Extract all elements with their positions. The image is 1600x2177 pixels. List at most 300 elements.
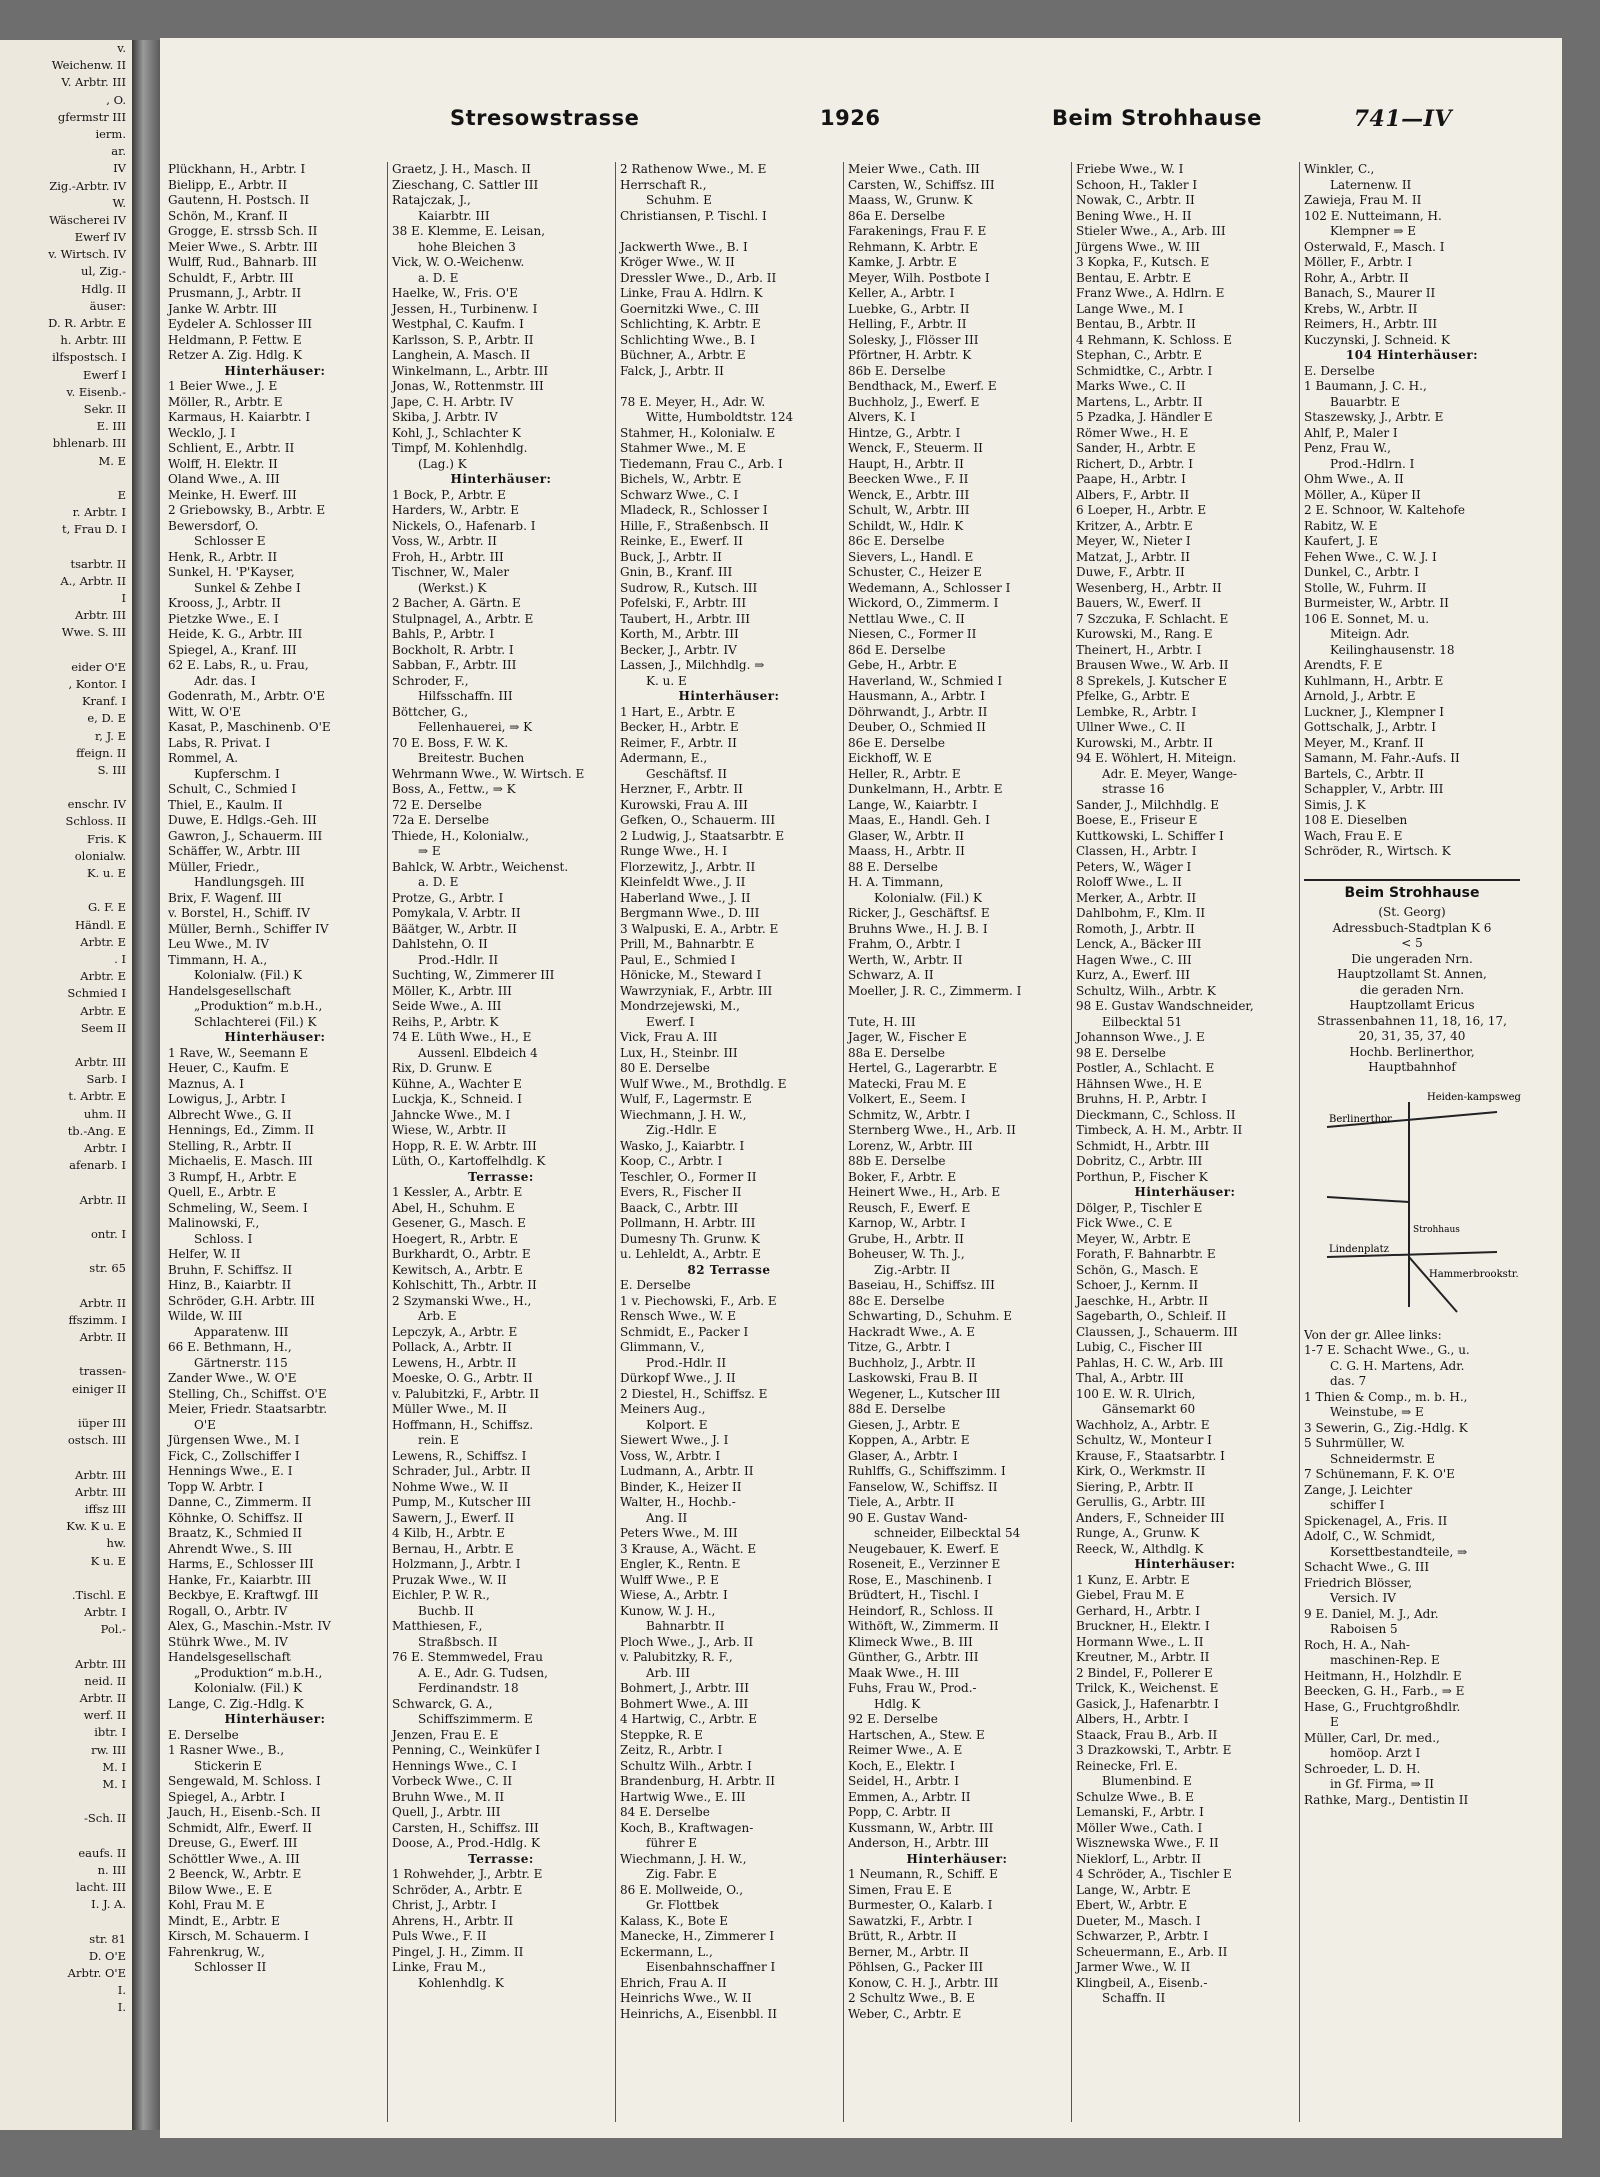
- prev-page-line: I. J. A.: [91, 1897, 126, 1912]
- directory-entry: 1 Rohwehder, J., Arbtr. E: [392, 1867, 543, 1881]
- directory-entry: Meyer, M., Kranf. II: [1304, 735, 1424, 750]
- directory-entry: Rabitz, W. E: [1304, 518, 1378, 533]
- prev-page-line: Arbtr. II: [79, 1192, 126, 1207]
- directory-entry: Aussenl. Elbdeich 4: [418, 1045, 538, 1060]
- directory-entry: u. Lehleldt, A., Arbtr. E: [620, 1247, 761, 1261]
- directory-entry: Wulff Wwe., P. E: [620, 1572, 719, 1587]
- directory-entry: Sudrow, R., Kutsch. III: [620, 580, 758, 595]
- directory-entry: Maznus, A. I: [168, 1076, 245, 1091]
- directory-entry: 98 E. Derselbe: [1076, 1045, 1166, 1060]
- directory-entry: 66 E. Bethmann, H.,: [168, 1340, 292, 1354]
- directory-entry: 88c E. Derselbe: [848, 1293, 945, 1308]
- prev-page-line: Arbtr. III: [75, 1656, 126, 1671]
- directory-entry: Runge, A., Grunw. K: [1076, 1526, 1200, 1540]
- prev-page-line: [0, 1209, 132, 1226]
- directory-entry: Roloff Wwe., L. II: [1076, 875, 1182, 889]
- directory-entry: Kussmann, W., Arbtr. III: [848, 1820, 994, 1835]
- directory-entry: Stephan, C., Arbtr. E: [1076, 348, 1202, 362]
- prev-page-line: [0, 1174, 132, 1191]
- directory-entry: Kirk, O., Werkmstr. II: [1076, 1464, 1206, 1478]
- directory-entry: Roch, H. A., Nah-: [1304, 1637, 1410, 1652]
- directory-entry: Wiechmann, J. H. W.,: [620, 1851, 747, 1866]
- directory-entry: Sagebarth, O., Schleif. II: [1076, 1309, 1227, 1323]
- prev-page-line: A., Arbtr. II: [60, 573, 126, 588]
- directory-entry: Ullner Wwe., C. II: [1076, 720, 1186, 734]
- directory-entry: Lange, W., Kaiarbtr. I: [848, 797, 978, 812]
- prev-page-line: äuser:: [89, 298, 126, 313]
- prev-page-line: Schloss. II: [65, 814, 126, 829]
- directory-entry: Reeck, W., Althdlg. K: [1076, 1541, 1204, 1556]
- directory-entry: Wenck, E., Arbtr. III: [848, 487, 970, 502]
- directory-entry: 1 Neumann, R., Schiff. E: [848, 1867, 998, 1881]
- directory-entry: Langhein, A. Masch. II: [392, 348, 531, 362]
- directory-entry: (Lag.) K: [418, 456, 467, 471]
- directory-entry: Lange, C. Zig.-Hdlg. K: [168, 1696, 304, 1711]
- directory-entry: Haberland Wwe., J. II: [620, 890, 751, 905]
- directory-entry: Schwarting, D., Schuhm. E: [848, 1309, 1013, 1323]
- directory-entry: Krause, F., Staatsarbtr. I: [1076, 1448, 1225, 1463]
- directory-entry: Bentau, B., Arbtr. II: [1076, 317, 1196, 331]
- directory-entry: Wisznewska Wwe., F. II: [1076, 1836, 1219, 1850]
- directory-entry: Dürkopf Wwe., J. II: [620, 1371, 736, 1385]
- directory-entry: in Gf. Firma, ⇒ II: [1330, 1777, 1435, 1791]
- directory-entry: 4 Hartwig, C., Arbtr. E: [620, 1712, 757, 1726]
- directory-entry: Harders, W., Arbtr. E: [392, 503, 520, 517]
- prev-page-line: h. Arbtr. III: [60, 333, 126, 348]
- prev-page-line: ffszimm. I: [68, 1312, 126, 1327]
- directory-entry: Kurz, A., Ewerf. III: [1076, 968, 1190, 982]
- section-heading: Hinterhäuser:: [678, 689, 780, 703]
- prev-page-line: Arbtr. I: [84, 1141, 126, 1155]
- directory-entry: Dunkelmann, H., Arbtr. E: [848, 782, 1003, 796]
- prev-page-line: S. III: [97, 762, 126, 777]
- header-street-right: Beim Strohhause: [1052, 106, 1262, 130]
- prev-page-line: t. Arbtr. E: [68, 1089, 126, 1104]
- map-label-lindenplatz: Lindenplatz: [1329, 1243, 1389, 1255]
- directory-entry: Rose, E., Maschinenb. I: [848, 1572, 992, 1587]
- directory-entry: Hennings Wwe., E. I: [168, 1464, 293, 1478]
- directory-entry: E. Derselbe: [168, 1727, 239, 1742]
- directory-entry: Pofelski, F., Arbtr. III: [620, 596, 747, 610]
- directory-entry: E. Derselbe: [1304, 363, 1375, 378]
- directory-entry: Duwe, F., Arbtr. II: [1076, 565, 1185, 579]
- directory-entry: [620, 224, 838, 240]
- directory-entry: [620, 379, 838, 395]
- directory-entry: Winkler, C.,: [1304, 162, 1375, 176]
- directory-entry: Kasat, P., Maschinenb. O'E: [168, 720, 331, 734]
- directory-entry: Lange, W., Arbtr. E: [1076, 1882, 1191, 1897]
- directory-entry: Sternberg Wwe., H., Arb. II: [848, 1123, 1016, 1137]
- directory-entry: Hennings, Ed., Zimm. II: [168, 1123, 314, 1137]
- directory-entry: Jahncke Wwe., M. I: [392, 1107, 511, 1122]
- directory-entry: Eichler, P. W. R.,: [392, 1588, 490, 1602]
- directory-entry: Johannson Wwe., J. E: [1076, 1030, 1205, 1044]
- directory-entry: Ebert, W., Arbtr. E: [1076, 1898, 1188, 1912]
- directory-entry: Keilinghausenstr. 18: [1330, 642, 1455, 657]
- directory-entry: 78 E. Meyer, H., Adr. W.: [620, 394, 766, 409]
- directory-entry: Kurowski, Frau A. III: [620, 797, 748, 812]
- directory-entry: Sawern, J., Ewerf. II: [392, 1510, 515, 1525]
- directory-entry: Bahlck, W. Arbtr., Weichenst.: [392, 859, 569, 874]
- directory-entry: Fick Wwe., C. E: [1076, 1216, 1173, 1230]
- directory-entry: Friebe Wwe., W. I: [1076, 162, 1184, 176]
- directory-entry: Linke, Frau A. Hdlrn. K: [620, 286, 763, 300]
- directory-entry: Versich. IV: [1330, 1591, 1396, 1605]
- column-1: [168, 162, 382, 2122]
- directory-entry: Schuldt, F., Arbtr. III: [168, 270, 294, 285]
- directory-entry: 98 E. Gustav Wandschneider,: [1076, 999, 1254, 1013]
- directory-entry: 72 E. Derselbe: [392, 797, 482, 812]
- directory-entry: Wegener, L., Kutscher III: [848, 1386, 1001, 1401]
- prev-page-line: einiger II: [72, 1381, 126, 1396]
- directory-entry: Nickels, O., Hafenarb. I: [392, 518, 536, 533]
- prev-page-line: hw.: [106, 1536, 126, 1551]
- directory-entry: Evers, R., Fischer II: [620, 1185, 742, 1199]
- directory-entry: Topp W. Arbtr. I: [168, 1479, 264, 1494]
- prev-page-line: Arbtr. III: [75, 1055, 126, 1070]
- directory-entry: Schultz Wilh., Arbtr. I: [620, 1758, 752, 1773]
- section-heading: Hinterhäuser:: [224, 1030, 326, 1044]
- directory-entry: Blumenbind. E: [1102, 1774, 1192, 1788]
- directory-entry: Klimeck Wwe., B. III: [848, 1634, 973, 1649]
- prev-page-line: Arbtr. III: [75, 608, 126, 623]
- directory-entry: Pfelke, G., Arbtr. E: [1076, 689, 1190, 703]
- directory-entry: 86d E. Derselbe: [848, 642, 946, 657]
- prev-page-line: n. III: [97, 1862, 126, 1877]
- map-label-heidenkampsweg: Heiden-kampsweg: [1427, 1091, 1521, 1103]
- directory-entry: Dahlstehn, O. II: [392, 937, 488, 951]
- directory-entry: Zig. Fabr. E: [646, 1867, 717, 1881]
- prev-page-line: eider O'E: [71, 659, 126, 674]
- directory-entry: Reinke, E., Ewerf. II: [620, 534, 743, 548]
- directory-entry: Dumesny Th. Grunw. K: [620, 1231, 760, 1246]
- directory-entry: Anderson, H., Arbtr. III: [848, 1836, 989, 1850]
- directory-entry: Porthun, P., Fischer K: [1076, 1169, 1208, 1184]
- directory-entry: a. D. E: [418, 270, 459, 285]
- directory-entry: Ferdinandstr. 18: [418, 1681, 519, 1695]
- directory-entry: Hormann Wwe., L. II: [1076, 1634, 1204, 1649]
- directory-entry: Hähnsen Wwe., H. E: [1076, 1076, 1202, 1091]
- directory-entry: Gesener, G., Masch. E: [392, 1216, 526, 1230]
- directory-entry: v. Palubitzky, R. F.,: [620, 1650, 733, 1664]
- directory-entry: Sunkel & Zehbe I: [194, 580, 301, 595]
- prev-page-line: v.: [117, 41, 126, 55]
- strohhause-section: [1304, 879, 1520, 1322]
- directory-entry: Pahlas, H. C. W., Arb. III: [1076, 1355, 1224, 1370]
- section-title: Beim Strohhause: [1304, 879, 1520, 905]
- directory-entry: Schöttler Wwe., A. III: [168, 1851, 300, 1866]
- directory-entry: 70 E. Boss, F. W. K.: [392, 735, 509, 750]
- directory-entry: Hintze, G., Arbtr. I: [848, 425, 961, 440]
- directory-entry: Carsten, W., Schiffsz. III: [848, 177, 995, 192]
- directory-entry: Oland Wwe., A. III: [168, 472, 280, 486]
- directory-entry: Kolonialw. (Fil.) K: [874, 890, 982, 905]
- directory-entry: Alvers, K. I: [848, 410, 916, 424]
- directory-entry: Schäffer, W., Arbtr. III: [168, 844, 301, 858]
- directory-entry: Bartels, C., Arbtr. II: [1304, 766, 1424, 781]
- section-info-line: Die ungeraden Nrn.: [1351, 951, 1473, 966]
- directory-entry: Brix, F. Wagenf. III: [168, 890, 282, 905]
- directory-entry: Rohr, A., Arbtr. II: [1304, 270, 1409, 285]
- directory-entry: Bruhns, H. P., Arbtr. I: [1076, 1092, 1207, 1106]
- directory-entry: Müller, Friedr.,: [168, 859, 260, 874]
- directory-entry: Florzewitz, J., Arbtr. II: [620, 859, 756, 874]
- directory-entry: Ludmann, A., Arbtr. II: [620, 1464, 754, 1478]
- directory-entry: 2 Bacher, A. Gärtn. E: [392, 596, 521, 610]
- directory-entry: Rensch Wwe., W. E: [620, 1309, 737, 1323]
- directory-entry: [848, 999, 1066, 1015]
- prev-page-line: K u. E: [90, 1553, 126, 1568]
- directory-entry: Titze, G., Arbtr. I: [848, 1340, 951, 1354]
- section-heading: Terrasse:: [468, 1851, 534, 1866]
- directory-entry: Herrschaft R.,: [620, 177, 707, 192]
- directory-entry: Kritzer, A., Arbtr. E: [1076, 518, 1193, 533]
- directory-entry: Kolonialw. (Fil.) K: [194, 1681, 302, 1695]
- directory-entry: Schwarck, G. A.,: [392, 1696, 493, 1711]
- directory-entry: 38 E. Klemme, E. Leisan,: [392, 224, 546, 238]
- directory-entry: Jürgens Wwe., W. III: [1076, 239, 1200, 254]
- section-info-line: < 5: [1401, 936, 1423, 950]
- directory-entry: K. u. E: [646, 673, 687, 688]
- directory-entry: Hartschen, A., Stew. E: [848, 1727, 985, 1742]
- prev-page-line: t, Frau D. I: [62, 522, 126, 537]
- directory-entry: Reimer Wwe., A. E: [848, 1743, 963, 1757]
- directory-entry: Quell, J., Arbtr. III: [392, 1805, 501, 1819]
- directory-entry: Köhnke, O. Schiffsz. II: [168, 1510, 303, 1525]
- section-heading: 104 Hinterhäuser:: [1345, 348, 1479, 362]
- directory-entry: Stulpnagel, A., Arbtr. E: [392, 611, 534, 626]
- prev-page-line: uhm. II: [83, 1106, 126, 1121]
- directory-entry: „Produktion“ m.b.H.,: [194, 999, 323, 1013]
- directory-entry: Wach, Frau E. E: [1304, 828, 1403, 843]
- directory-entry: Römer Wwe., H. E: [1076, 425, 1189, 440]
- previous-page-fragment: [0, 40, 132, 2130]
- directory-entry: Bendthack, M., Ewerf. E: [848, 379, 997, 393]
- directory-entry: Deuber, O., Schmied II: [848, 720, 986, 734]
- directory-entry: Heller, R., Arbtr. E: [848, 766, 961, 781]
- directory-entry: Hoffmann, H., Schiffsz.: [392, 1417, 534, 1432]
- directory-entry: Franz Wwe., A. Hdlrn. E: [1076, 286, 1225, 300]
- directory-entry: Stickerin E: [194, 1758, 262, 1773]
- directory-entry: Haupt, H., Arbtr. II: [848, 456, 964, 471]
- directory-entry: Boss, A., Fettw., ⇒ K: [392, 782, 516, 796]
- directory-entry: Martens, L., Arbtr. II: [1076, 394, 1203, 409]
- section-heading: Hinterhäuser:: [906, 1851, 1008, 1866]
- directory-entry: Schmidt, Alfr., Ewerf. II: [168, 1820, 312, 1835]
- directory-entry: Scheuermann, E., Arb. II: [1076, 1944, 1228, 1959]
- map-label-hammerbrookstr: Hammerbrookstr.: [1429, 1268, 1519, 1280]
- directory-entry: Arb. E: [418, 1309, 457, 1323]
- directory-entry: Pollack, A., Arbtr. II: [392, 1340, 512, 1354]
- directory-entry: Lenck, A., Bäcker III: [1076, 937, 1202, 951]
- directory-entry: Abel, H., Schuhm. E: [392, 1200, 515, 1215]
- directory-entry: Stelling, Ch., Schiffst. O'E: [168, 1386, 327, 1401]
- directory-entry: 4 Rehmann, K. Schloss. E: [1076, 332, 1232, 347]
- directory-entry: Teschler, O., Former II: [620, 1169, 757, 1184]
- directory-entry: Witt, W. O'E: [168, 704, 241, 719]
- directory-entry: Meyer, Wilh. Postbote I: [848, 270, 990, 285]
- directory-entry: Pförtner, H. Arbtr. K: [848, 348, 972, 362]
- directory-entry: Bielipp, E., Arbtr. II: [168, 177, 288, 192]
- prev-page-line: K. u. E: [86, 866, 126, 880]
- header-year: 1926: [820, 106, 881, 130]
- directory-entry: Lux, H., Steinbr. III: [620, 1045, 738, 1060]
- directory-entry: Berner, M., Arbtr. II: [848, 1944, 969, 1959]
- directory-entry: Hoegert, R., Arbtr. E: [392, 1231, 518, 1246]
- directory-entry: Winkelmann, L., Arbtr. III: [392, 363, 549, 378]
- directory-entry: Moeske, O. G., Arbtr. II: [392, 1371, 533, 1385]
- directory-entry: Wasko, J., Kaiarbtr. I: [620, 1138, 745, 1153]
- directory-entry: Plückhann, H., Arbtr. I: [168, 162, 306, 176]
- directory-entry: Ruhlffs, G., Schiffszimm. I: [848, 1464, 1006, 1478]
- directory-entry: Harms, E., Schlosser III: [168, 1557, 314, 1571]
- column-2: [392, 162, 610, 2122]
- directory-entry: Gautenn, H. Postsch. II: [168, 193, 310, 207]
- directory-entry: Dueter, M., Masch. I: [1076, 1913, 1201, 1928]
- section-heading: Hinterhäuser:: [224, 1712, 326, 1726]
- directory-entry: Carsten, H., Schiffsz. III: [392, 1820, 539, 1835]
- prev-page-line: [0, 779, 132, 796]
- directory-entry: Stahmer Wwe., M. E: [620, 441, 746, 455]
- directory-entry: Albers, F., Arbtr. II: [1076, 487, 1190, 502]
- directory-entry: Klingbeil, A., Eisenb.-: [1076, 1975, 1208, 1990]
- prev-page-line: , O.: [106, 92, 126, 107]
- directory-entry: Schmeling, W., Seem. I: [168, 1200, 308, 1215]
- directory-entry: Sengewald, M. Schloss. I: [168, 1774, 321, 1788]
- column-divider: [387, 162, 388, 2122]
- directory-entry: Solesky, J., Flösser III: [848, 332, 979, 347]
- directory-entry: Hinz, B., Kaiarbtr. II: [168, 1278, 292, 1292]
- directory-entry: Hausmann, A., Arbtr. I: [848, 689, 985, 703]
- directory-entry: Apparatenw. III: [194, 1324, 289, 1339]
- prev-page-line: iffsz III: [84, 1501, 126, 1516]
- directory-entry: Duwe, E. Hdlgs.-Geh. III: [168, 813, 317, 827]
- prev-page-line: Weichenw. II: [51, 58, 126, 73]
- directory-entry: 7 Schünemann, F. K. O'E: [1304, 1467, 1455, 1481]
- directory-entry: Wedemann, A., Schlosser I: [848, 580, 1011, 595]
- directory-entry: Kuhlmann, H., Arbtr. E: [1304, 673, 1444, 688]
- directory-entry: Giesen, J., Arbtr. E: [848, 1417, 961, 1432]
- directory-entry: Adermann, E.,: [620, 751, 708, 765]
- directory-entry: hohe Bleichen 3: [418, 239, 516, 254]
- directory-entry: Müller, Bernh., Schiffer IV: [168, 921, 329, 936]
- directory-entry: Postler, A., Schlacht. E: [1076, 1061, 1215, 1075]
- directory-entry: Dahlbohm, F., Klm. II: [1076, 906, 1206, 920]
- directory-entry: Wawrzyniak, F., Arbtr. III: [620, 983, 773, 998]
- directory-entry: Hackradt Wwe., A. E: [848, 1324, 976, 1339]
- directory-entry: Froh, H., Arbtr. III: [392, 549, 504, 564]
- directory-entry: Lassen, J., Milchhdlg. ⇒: [620, 658, 765, 672]
- prev-page-line: Ewerf I: [83, 367, 126, 382]
- prev-page-line: [0, 1243, 132, 1260]
- page-header: [160, 106, 1562, 142]
- directory-entry: Kamke, J. Arbtr. E: [848, 255, 957, 269]
- directory-entry: 1 Hart, E., Arbtr. E: [620, 704, 736, 719]
- directory-entry: Spiegel, A., Arbtr. I: [168, 1789, 285, 1804]
- directory-entry: Schlosser II: [194, 1960, 267, 1974]
- directory-entry: Pomykala, V. Arbtr. II: [392, 906, 521, 920]
- directory-entry: Gasick, J., Hafenarbtr. I: [1076, 1696, 1219, 1711]
- directory-entry: 9 E. Daniel, M. J., Adr.: [1304, 1606, 1439, 1621]
- directory-entry: Theinert, H., Arbtr. I: [1076, 642, 1202, 657]
- directory-entry: 2 Ludwig, J., Staatsarbtr. E: [620, 828, 785, 843]
- directory-entry: Neugebauer, K. Ewerf. E: [848, 1541, 999, 1556]
- directory-entry: Werth, W., Arbtr. II: [848, 952, 963, 967]
- prev-page-line: Arbtr. II: [79, 1295, 126, 1310]
- directory-entry: Döhrwandt, J., Arbtr. II: [848, 704, 988, 719]
- directory-entry: Rathke, Marg., Dentistin II: [1304, 1792, 1469, 1807]
- directory-entry: rein. E: [418, 1433, 459, 1447]
- directory-entry: Schlient, E., Arbtr. II: [168, 441, 295, 455]
- directory-entry: Schlachterei (Fil.) K: [194, 1014, 317, 1029]
- directory-entry: Gottschalk, J., Arbtr. I: [1304, 720, 1436, 734]
- prev-page-line: Seem II: [80, 1020, 126, 1035]
- prev-page-line: Arbtr. II: [79, 1330, 126, 1345]
- directory-entry: Jürgensen Wwe., M. I: [168, 1433, 300, 1447]
- directory-entry: Prill, M., Bahnarbtr. E: [620, 937, 755, 951]
- directory-entry: Staack, Frau B., Arb. II: [1076, 1727, 1218, 1742]
- directory-entry: Popp, C. Arbtr. II: [848, 1805, 951, 1819]
- directory-entry: Nohme Wwe., W. II: [392, 1479, 509, 1494]
- directory-entry: Kohlenhdlg. K: [418, 1975, 504, 1990]
- directory-entry: Ricker, J., Geschäftsf. E: [848, 906, 990, 920]
- directory-entry: Lubig, C., Fischer III: [1076, 1340, 1203, 1354]
- directory-entry: Marks Wwe., C. II: [1076, 379, 1186, 393]
- directory-entry: Wulf, F., Lagermstr. E: [620, 1092, 752, 1106]
- directory-entry: Bahls, P., Arbtr. I: [392, 627, 495, 641]
- directory-entry: Bruhns Wwe., H. J. B. I: [848, 921, 988, 936]
- directory-entry: Bichels, W., Arbtr. E: [620, 472, 742, 486]
- directory-entry: Thiede, H., Kolonialw.,: [392, 828, 529, 843]
- directory-entry: Bilow Wwe., E. E: [168, 1882, 273, 1897]
- directory-entry: Tischner, W., Maler: [392, 565, 510, 579]
- prev-page-line: [0, 1638, 132, 1655]
- directory-entry: Wickord, O., Zimmerm. I: [848, 596, 999, 610]
- directory-entry: Boese, E., Friseur E: [1076, 813, 1198, 827]
- directory-entry: 80 E. Derselbe: [620, 1061, 710, 1075]
- directory-entry: Karmaus, H. Kaiarbtr. I: [168, 410, 311, 424]
- directory-entry: schneider, Eilbecktal 54: [874, 1526, 1021, 1540]
- directory-entry: Jaeschke, H., Arbtr. II: [1076, 1293, 1209, 1308]
- prev-page-line: Arbtr. III: [75, 1467, 126, 1482]
- directory-entry: Schultz, Wilh., Arbtr. K: [1076, 983, 1216, 998]
- directory-entry: 2 Beenck, W., Arbtr. E: [168, 1867, 302, 1881]
- directory-entry: Glimmann, V.,: [620, 1340, 705, 1354]
- directory-entry: 88b E. Derselbe: [848, 1154, 946, 1168]
- prev-page-line: e, D. E: [87, 711, 126, 726]
- directory-entry: Simen, Frau E. E: [848, 1882, 952, 1897]
- directory-entry: Hanke, Fr., Kaiarbtr. III: [168, 1572, 312, 1587]
- directory-entry: Lange Wwe., M. I: [1076, 301, 1184, 316]
- directory-entry: Meyer, W., Arbtr. E: [1076, 1231, 1191, 1246]
- prev-page-line: ontr. I: [90, 1226, 126, 1241]
- directory-entry: Schwarzer, P., Arbtr. I: [1076, 1929, 1209, 1943]
- prev-page-line: ul, Zig.-: [81, 264, 126, 279]
- directory-entry: Arendts, F. E: [1304, 658, 1383, 672]
- directory-entry: 2 Diestel, H., Schiffsz. E: [620, 1386, 768, 1401]
- directory-entry: Bahnarbtr. II: [646, 1619, 725, 1633]
- directory-entry: Schmitz, W., Arbtr. I: [848, 1107, 971, 1122]
- directory-entry: 4 Schröder, A., Tischler E: [1076, 1867, 1232, 1881]
- directory-entry: Zander Wwe., W. O'E: [168, 1371, 297, 1385]
- directory-entry: (Werkst.) K: [418, 580, 487, 595]
- directory-entry: a. D. E: [418, 875, 459, 889]
- directory-entry: 8 Sprekels, J. Kutscher E: [1076, 673, 1227, 688]
- prev-page-line: Pol.-: [100, 1622, 126, 1637]
- directory-entry: Matthiesen, F.,: [392, 1619, 483, 1633]
- directory-entry: Hilfsschaffn. III: [418, 689, 513, 703]
- directory-entry: Stelling, R., Arbtr. II: [168, 1138, 292, 1153]
